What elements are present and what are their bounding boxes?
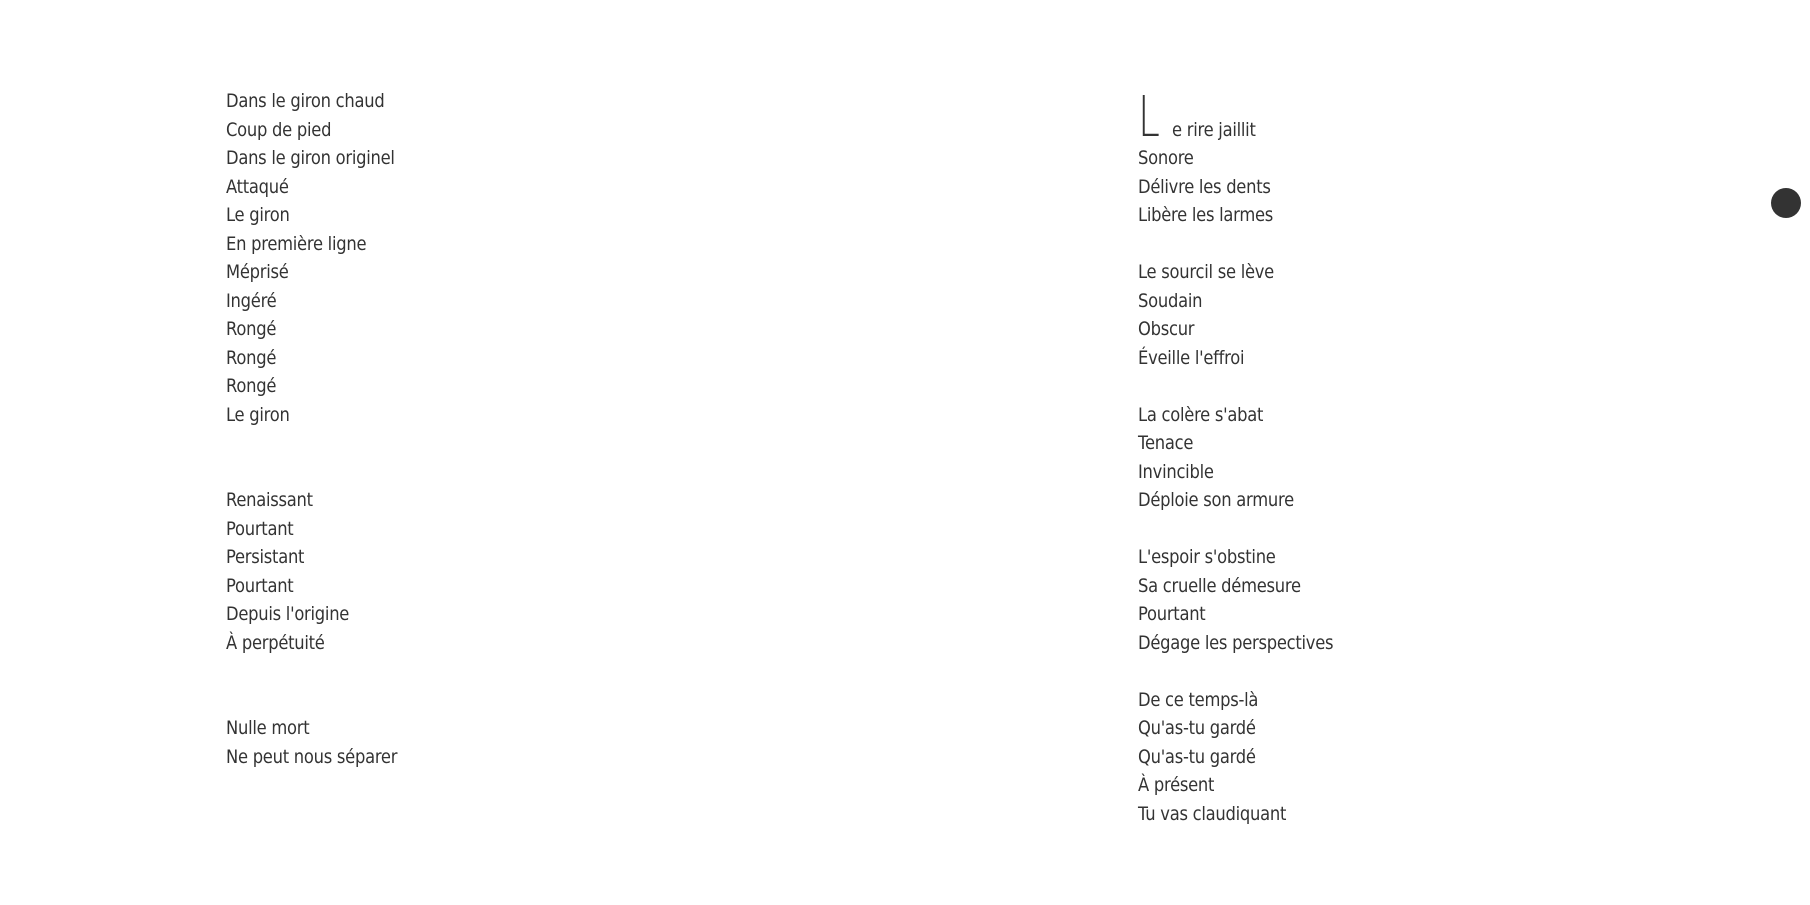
poem-line: Tu vas claudiquant	[1138, 802, 1287, 825]
poem-line: De ce temps-là	[1138, 688, 1259, 711]
poem-line: Coup de pied	[226, 118, 332, 141]
poem-line: Déploie son armure	[1138, 489, 1294, 511]
poem-line: Ne peut nous séparer	[226, 745, 398, 768]
stanza	[226, 714, 425, 771]
poem-line: Invincible	[1138, 460, 1214, 483]
poem-line: Persistant	[226, 546, 305, 568]
poem-line: Le giron	[226, 403, 290, 426]
poem-line: À présent	[1138, 774, 1215, 796]
stanza	[226, 87, 425, 429]
poem-left	[226, 87, 425, 771]
poem-line: En première ligne	[226, 232, 367, 255]
poem-line: Rongé	[226, 346, 277, 369]
stanza	[226, 486, 425, 657]
poem-line: Renaissant	[226, 489, 313, 511]
poem-line: Attaqué	[226, 175, 289, 198]
poem-line: Ingéré	[226, 289, 277, 312]
poem-line: Méprisé	[226, 261, 289, 283]
poem-line: Rongé	[226, 375, 277, 397]
poem-line: Qu'as-tu gardé	[1138, 717, 1256, 739]
stanza	[1138, 686, 1365, 829]
poem-line: L'espoir s'obstine	[1138, 546, 1276, 568]
poem-line: Nulle mort	[226, 717, 310, 739]
poem-line: Tenace	[1138, 432, 1194, 454]
poem-line: Sa cruelle démesure	[1138, 574, 1301, 597]
poem-line: À perpétuité	[226, 631, 325, 654]
poem-line: Sonore	[1138, 147, 1194, 169]
poem-line: Pourtant	[1138, 603, 1206, 625]
stanza	[1138, 401, 1365, 515]
poem-line: Pourtant	[226, 517, 294, 540]
first-line-text: e rire jaillit	[1172, 118, 1256, 141]
stanza	[1138, 144, 1365, 230]
poem-line: Dans le giron originel	[226, 147, 395, 169]
poem-line: Obscur	[1138, 318, 1195, 340]
poem-line: Soudain	[1138, 289, 1203, 312]
poem-line: Dégage les perspectives	[1138, 631, 1334, 654]
poem-line: Délivre les dents	[1138, 175, 1271, 198]
circle-dot-icon[interactable]	[1771, 188, 1801, 218]
first-line	[1138, 85, 1365, 150]
poem-line: Pourtant	[226, 574, 294, 597]
stanza	[1138, 258, 1365, 372]
stanza	[1138, 543, 1365, 657]
poem-line: Qu'as-tu gardé	[1138, 745, 1256, 768]
poem-line: Rongé	[226, 318, 277, 340]
poem-line: Éveille l'effroi	[1138, 346, 1245, 369]
poem-line: Le sourcil se lève	[1138, 261, 1274, 283]
poem-line: Libère les larmes	[1138, 204, 1274, 226]
poem-line: Depuis l'origine	[226, 603, 350, 625]
poem-line: Dans le giron chaud	[226, 90, 385, 112]
poem-line: Le giron	[226, 204, 290, 226]
poem-line: La colère s'abat	[1138, 403, 1264, 426]
poem-right	[1138, 87, 1365, 828]
drop-cap: L	[1138, 85, 1160, 150]
